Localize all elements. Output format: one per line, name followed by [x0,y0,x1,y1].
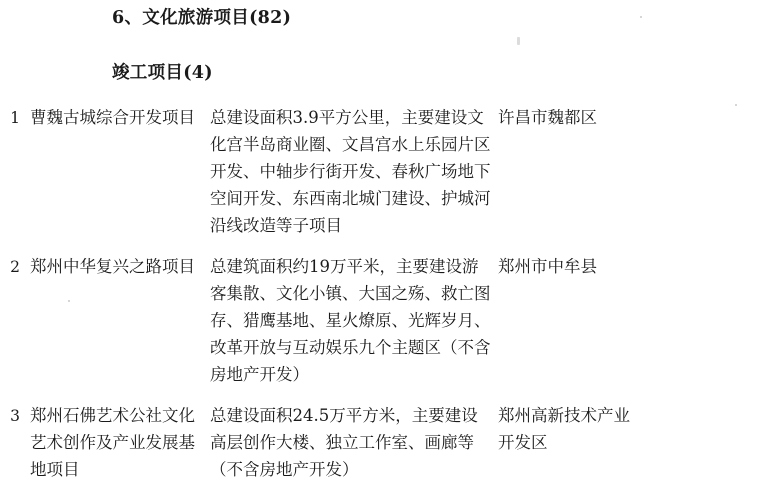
project-description: 总建筑面积约19万平米，主要建设游客集散、文化小镇、大国之殇、救亡图存、猎鹰基地、星火燎原、光辉岁月、改革开放与互动娱乐九个主题区（不含房地产开发） [210,257,491,384]
row-index: 3 [10,407,20,425]
project-description: 总建设面积3.9平方公里，主要建设文化宫半岛商业圈、文昌宫水上乐园片区开发、中轴步行街开发、春秋广场地下空间开发、东西南北城门建设、护城河沿线改造等子项目 [210,108,491,235]
project-location: 许昌市魏都区 [498,108,597,127]
scan-speck [517,37,520,45]
project-name: 郑州石佛艺术公社文化艺术创作及产业发展基地项目 [30,406,195,479]
row-index: 2 [10,258,20,276]
scan-speck [640,16,642,18]
project-description: 总建设面积24.5万平方米，主要建设高层创作大楼、独立工作室、画廊等（不含房地产开发） [210,406,478,479]
table-row [0,402,772,483]
project-location: 郑州市中牟县 [498,257,597,276]
project-name: 郑州中华复兴之路项目 [30,257,195,276]
project-name: 曹魏古城综合开发项目 [30,108,195,127]
table-row [0,253,772,388]
subsection-heading: 竣工项目(4) [112,63,213,83]
row-index: 1 [10,109,20,127]
project-location: 郑州高新技术产业开发区 [498,406,630,452]
section-heading: 6、文化旅游项目(82) [112,8,292,28]
project-list [0,104,772,497]
table-row [0,104,772,239]
